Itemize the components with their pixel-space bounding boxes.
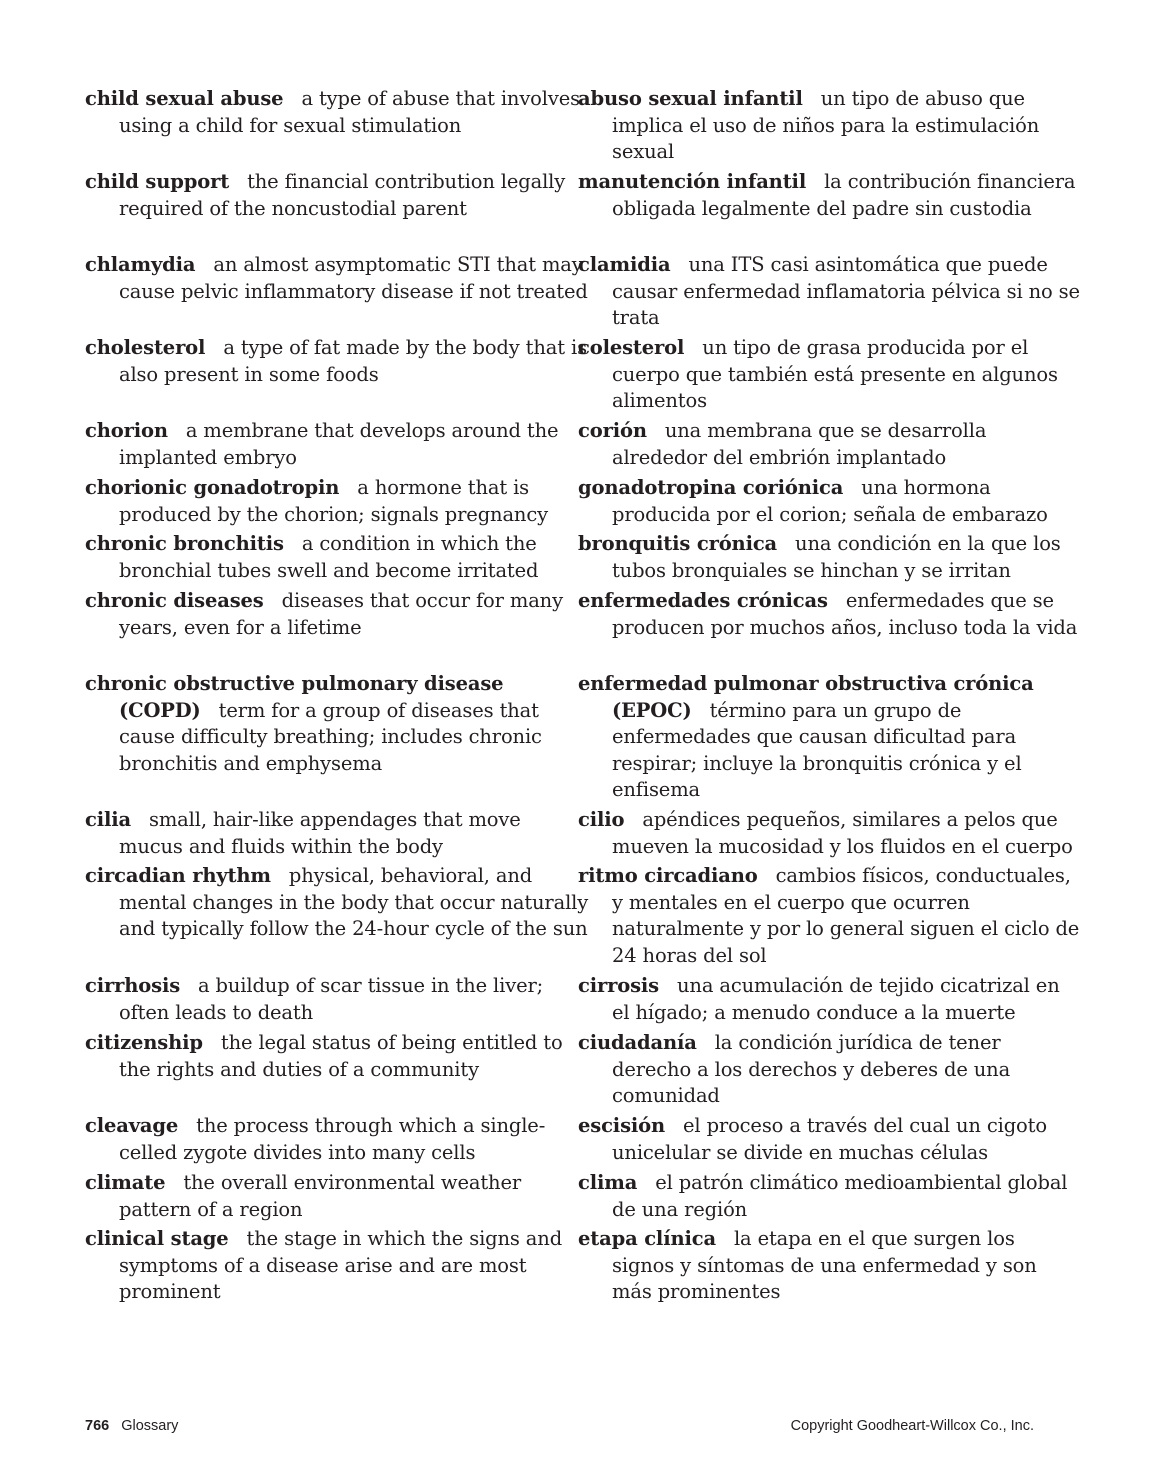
glossary-entry (85, 531, 589, 584)
glossary-term: cleavage (85, 1114, 179, 1137)
glossary-definition: un tipo de abuso que implica el uso de niños para la estimulación sexual (612, 87, 1040, 164)
glossary-entry (578, 1030, 1082, 1110)
glossary-definition: término para un grupo de enfermedades que causan dificultad para respirar; incluye la bronquitis crónica y el enfisema (612, 698, 1022, 802)
glossary-term: citizenship (85, 1031, 203, 1054)
glossary-entry (85, 1170, 589, 1223)
glossary-entry (85, 1226, 589, 1306)
glossary-entry (85, 475, 589, 528)
glossary-entry (85, 588, 589, 641)
glossary-definition: term for a group of diseases that cause difficulty breathing; includes chronic bronchitis and emphysema (119, 698, 542, 775)
glossary-entry (578, 1170, 1082, 1223)
glossary-entry (85, 335, 589, 388)
glossary-term: ciudadanía (578, 1031, 697, 1054)
glossary-term: chorion (85, 419, 168, 442)
glossary-term: clamidia (578, 253, 671, 276)
glossary-term: cirrhosis (85, 974, 181, 997)
glossary-entry (578, 531, 1082, 584)
glossary-entry (85, 252, 589, 305)
glossary-definition: una condición en la que los tubos bronquiales se hinchan y se irritan (612, 532, 1061, 582)
glossary-definition: diseases that occur for many years, even for a lifetime (119, 589, 563, 639)
glossary-entry (578, 252, 1082, 332)
glossary-term: abuso sexual infantil (578, 87, 803, 110)
glossary-term: enfermedad pulmonar obstructiva crónica (EPOC) (578, 672, 1034, 722)
glossary-definition: a hormone that is produced by the chorion; signals pregnancy (119, 476, 548, 526)
glossary-definition: physical, behavioral, and mental changes in the body that occur naturally and typically follow the 24-hour cycle of the sun (119, 864, 589, 941)
glossary-definition: a type of abuse that involves using a child for sexual stimulation (119, 87, 580, 137)
glossary-term: gonadotropina coriónica (578, 476, 844, 499)
glossary-entry (578, 1113, 1082, 1166)
glossary-term: chronic bronchitis (85, 532, 284, 555)
glossary-term: manutención infantil (578, 170, 807, 193)
copyright-notice: Copyright Goodheart-Willcox Co., Inc. (790, 1418, 1034, 1434)
glossary-term: clima (578, 1171, 638, 1194)
glossary-term: child sexual abuse (85, 87, 284, 110)
glossary-definition: the stage in which the signs and symptoms of a disease arise and are most prominent (119, 1227, 563, 1304)
glossary-definition: el proceso a través del cual un cigoto unicelular se divide en muchas células (612, 1114, 1047, 1164)
glossary-entry (578, 588, 1082, 641)
glossary-term: chlamydia (85, 253, 196, 276)
glossary-term: etapa clínica (578, 1227, 716, 1250)
glossary-term: clinical stage (85, 1227, 229, 1250)
glossary-definition: la etapa en el que surgen los signos y síntomas de una enfermedad y son más prominentes (612, 1227, 1037, 1304)
glossary-entry (85, 973, 589, 1026)
glossary-definition: el patrón climático medioambiental global de una región (612, 1171, 1068, 1221)
glossary-entry (578, 863, 1082, 969)
glossary-term: ritmo circadiano (578, 864, 758, 887)
glossary-definition: una hormona producida por el corion; señala de embarazo (612, 476, 1048, 526)
glossary-term: chorionic gonadotropin (85, 476, 340, 499)
glossary-definition: la condición jurídica de tener derecho a los derechos y deberes de una comunidad (612, 1031, 1011, 1108)
glossary-definition: apéndices pequeños, similares a pelos que mueven la mucosidad y los fluidos en el cuerpo (612, 808, 1073, 858)
glossary-entry (578, 807, 1082, 860)
glossary-entry (578, 475, 1082, 528)
glossary-term: escisión (578, 1114, 666, 1137)
glossary-term: child support (85, 170, 230, 193)
glossary-definition: an almost asymptomatic STI that may cause pelvic inflammatory disease if not treated (119, 253, 588, 303)
glossary-term: circadian rhythm (85, 864, 271, 887)
glossary-term: cholesterol (85, 336, 206, 359)
glossary-term: colesterol (578, 336, 685, 359)
page-number: 766 (85, 1418, 110, 1434)
glossary-definition: a membrane that develops around the implanted embryo (119, 419, 559, 469)
glossary-entry (85, 169, 589, 222)
glossary-definition: the legal status of being entitled to the rights and duties of a community (119, 1031, 563, 1081)
glossary-entry (85, 1030, 589, 1083)
glossary-entry (578, 1226, 1082, 1306)
glossary-entry (578, 973, 1082, 1026)
glossary-entry (85, 86, 589, 139)
page-footer-left (85, 1418, 178, 1434)
glossary-entry (85, 671, 589, 777)
glossary-term: cilia (85, 808, 131, 831)
glossary-term: corión (578, 419, 647, 442)
glossary-entry (85, 807, 589, 860)
glossary-entry (578, 418, 1082, 471)
glossary-definition: a condition in which the bronchial tubes swell and become irritated (119, 532, 539, 582)
glossary-term: cirrosis (578, 974, 659, 997)
glossary-definition: a type of fat made by the body that is also present in some foods (119, 336, 587, 386)
glossary-entry (85, 418, 589, 471)
glossary-definition: the financial contribution legally required of the noncustodial parent (119, 170, 566, 220)
glossary-term: cilio (578, 808, 625, 831)
glossary-definition: una membrana que se desarrolla alrededor del embrión implantado (612, 419, 987, 469)
glossary-definition: enfermedades que se producen por muchos años, incluso toda la vida (612, 589, 1078, 639)
glossary-definition: the process through which a single-celled zygote divides into many cells (119, 1114, 546, 1164)
glossary-definition: a buildup of scar tissue in the liver; often leads to death (119, 974, 544, 1024)
glossary-term: climate (85, 1171, 166, 1194)
glossary-definition: una acumulación de tejido cicatrizal en el hígado; a menudo conduce a la muerte (612, 974, 1060, 1024)
glossary-definition: small, hair-like appendages that move mucus and fluids within the body (119, 808, 521, 858)
glossary-entry (578, 671, 1082, 804)
glossary-definition: the overall environmental weather pattern of a region (119, 1171, 521, 1221)
glossary-definition: la contribución financiera obligada legalmente del padre sin custodia (612, 170, 1076, 220)
glossary-term: chronic diseases (85, 589, 264, 612)
glossary-entry (578, 335, 1082, 415)
glossary-term: enfermedades crónicas (578, 589, 828, 612)
glossary-entry (578, 169, 1082, 222)
section-label: Glossary (121, 1418, 179, 1434)
glossary-term: chronic obstructive pulmonary disease (COPD) (85, 672, 504, 722)
glossary-definition: cambios físicos, conductuales, y mentales en el cuerpo que ocurren naturalmente y por lo general siguen el ciclo de 24 horas del sol (612, 864, 1080, 967)
glossary-definition: una ITS casi asintomática que puede causar enfermedad inflamatoria pélvica si no se trata (612, 253, 1080, 330)
glossary-entry (578, 86, 1082, 166)
glossary-entry (85, 863, 589, 943)
glossary-term: bronquitis crónica (578, 532, 778, 555)
glossary-definition: un tipo de grasa producida por el cuerpo que también está presente en algunos alimentos (612, 336, 1058, 413)
glossary-entry (85, 1113, 589, 1166)
